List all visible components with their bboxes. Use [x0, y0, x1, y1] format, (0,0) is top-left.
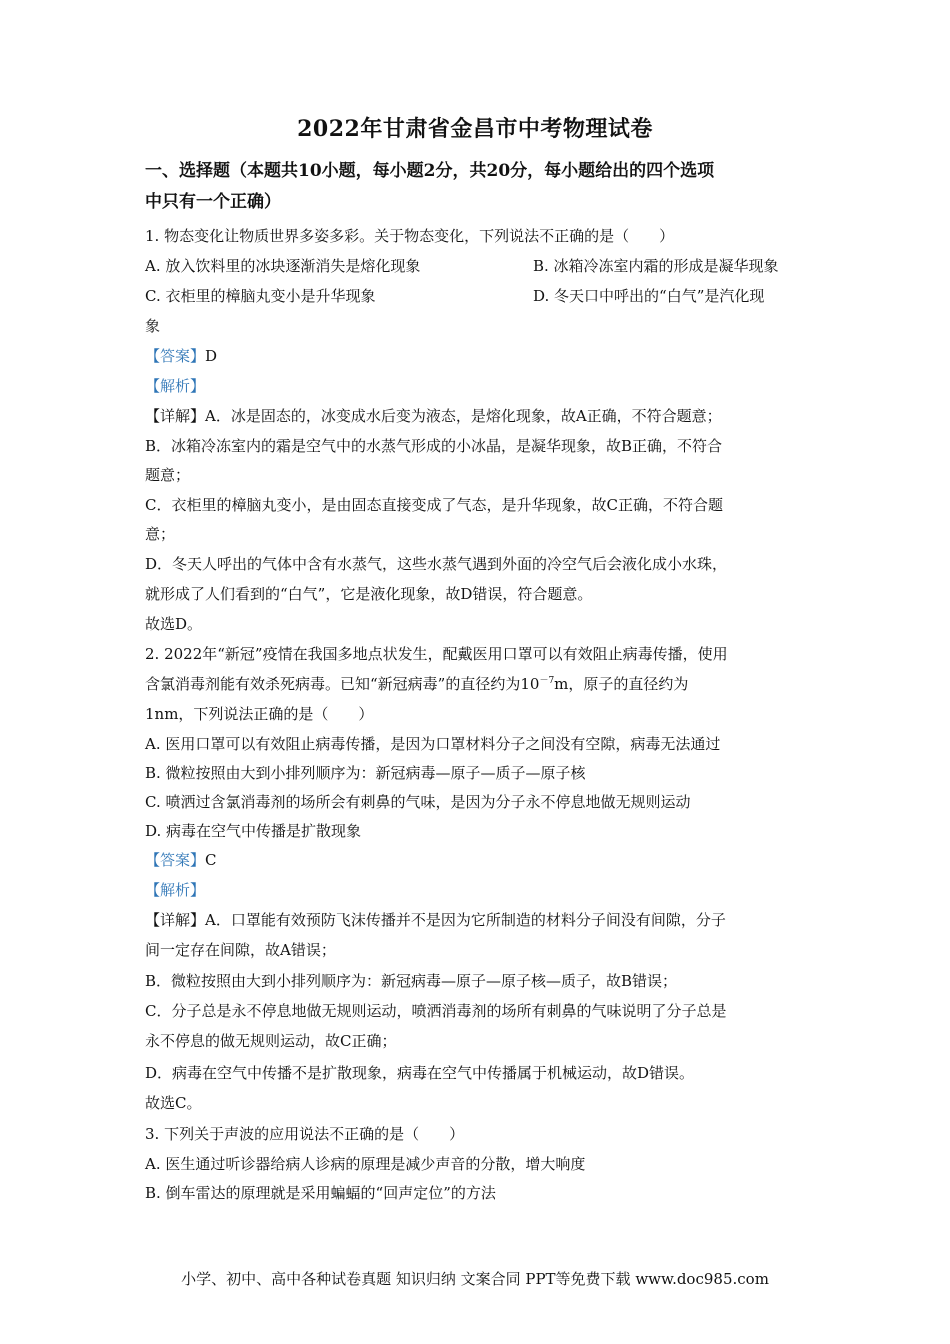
q2-stem-text: 含氯消毒剂能有效杀死病毒。已知“新冠病毒”的直径约为10	[145, 675, 540, 693]
q2-option-c: C. 喷洒过含氯消毒剂的场所会有刺鼻的气味，是因为分子永不停息地做无规则运动	[145, 793, 691, 811]
q1-analysis-label: 【解析】	[145, 377, 206, 395]
q2-detail-line: 【详解】A．口罩能有效预防飞沫传播并不是因为它所制造的材料分子间没有间隙，分子	[145, 911, 726, 929]
q2-option-d: D. 病毒在空气中传播是扩散现象	[145, 822, 362, 840]
q2-option-a: A. 医用口罩可以有效阻止病毒传播，是因为口罩材料分子之间没有空隙，病毒无法通过	[145, 735, 721, 753]
q1-option-d-cont: 象	[145, 317, 161, 335]
q3-option-b: B. 倒车雷达的原理就是采用蝙蝠的“回声定位”的方法	[145, 1184, 496, 1202]
q2-detail-line: D．病毒在空气中传播不是扩散现象，病毒在空气中传播属于机械运动，故D错误。	[145, 1064, 695, 1082]
q2-detail-line: 间一定存在间隙，故A错误；	[145, 941, 336, 959]
q2-stem-text-cont: m，原子的直径约为	[554, 675, 689, 693]
q1-stem: 1. 物态变化让物质世界多姿多彩。关于物态变化，下列说法不正确的是（ ）	[145, 227, 675, 245]
q1-option-d: D. 冬天口中呼出的“白气”是汽化现	[533, 287, 765, 305]
q2-detail-line: 永不停息的做无规则运动，故C正确；	[145, 1032, 397, 1050]
q2-stem-line2	[145, 674, 688, 694]
q1-detail-line: 就形成了人们看到的“白气”，它是液化现象，故D错误，符合题意。	[145, 585, 593, 603]
q1-answer	[145, 346, 217, 366]
page-title: 2022年甘肃省金昌市中考物理试卷	[297, 116, 653, 142]
q3-stem: 3. 下列关于声波的应用说法不正确的是（ ）	[145, 1125, 465, 1143]
q1-detail-line: 意；	[145, 525, 176, 543]
q2-detail-line: C．分子总是永不停息地做无规则运动，喷洒消毒剂的场所有刺鼻的气味说明了分子总是	[145, 1002, 727, 1020]
q1-detail-line: D．冬天人呼出的气体中含有水蒸气，这些水蒸气遇到外面的冷空气后会液化成小水珠，	[145, 555, 728, 573]
q1-option-a: A. 放入饮料里的冰块逐渐消失是熔化现象	[145, 257, 421, 275]
q2-answer-value: C	[205, 851, 217, 869]
q2-answer	[145, 850, 217, 870]
q1-option-c: C. 衣柜里的樟脑丸变小是升华现象	[145, 287, 376, 305]
section-heading-line2: 中只有一个正确）	[145, 192, 281, 212]
q1-detail-line: C．衣柜里的樟脑丸变小，是由固态直接变成了气态，是升华现象，故C正确，不符合题	[145, 496, 723, 514]
q2-exponent: －7	[539, 676, 555, 686]
q2-stem-line3: 1nm，下列说法正确的是（ ）	[145, 705, 374, 723]
answer-label: 【答案】	[145, 851, 206, 869]
q2-option-b: B. 微粒按照由大到小排列顺序为：新冠病毒—原子—质子—原子核	[145, 764, 586, 782]
q2-detail-line: B．微粒按照由大到小排列顺序为：新冠病毒—原子—原子核—质子，故B错误；	[145, 972, 678, 990]
answer-label: 【答案】	[145, 347, 206, 365]
q1-option-b: B. 冰箱冷冻室内霜的形成是凝华现象	[533, 257, 779, 275]
q1-detail-line: 【详解】A．冰是固态的，冰变成水后变为液态，是熔化现象，故A正确，不符合题意；	[145, 407, 722, 425]
q1-detail-line: 故选D。	[145, 615, 203, 633]
section-heading-line1: 一、选择题（本题共10小题，每小题2分，共20分，每小题给出的四个选项	[145, 161, 715, 181]
q2-stem-line1: 2. 2022年“新冠”疫情在我国多地点状发生，配戴医用口罩可以有效阻止病毒传播，使用	[145, 645, 728, 663]
q1-detail-line: B．冰箱冷冻室内的霜是空气中的水蒸气形成的小冰晶，是凝华现象，故B正确，不符合	[145, 437, 723, 455]
q2-analysis-label: 【解析】	[145, 881, 206, 899]
q2-detail-line: 故选C。	[145, 1094, 202, 1112]
q3-option-a: A. 医生通过听诊器给病人诊病的原理是减少声音的分散，增大响度	[145, 1155, 586, 1173]
q1-answer-value: D	[205, 347, 218, 365]
page-footer: 小学、初中、高中各种试卷真题 知识归纳 文案合同 PPT等免费下载 www.doc985.com	[181, 1270, 769, 1288]
q1-detail-line: 题意；	[145, 466, 191, 484]
